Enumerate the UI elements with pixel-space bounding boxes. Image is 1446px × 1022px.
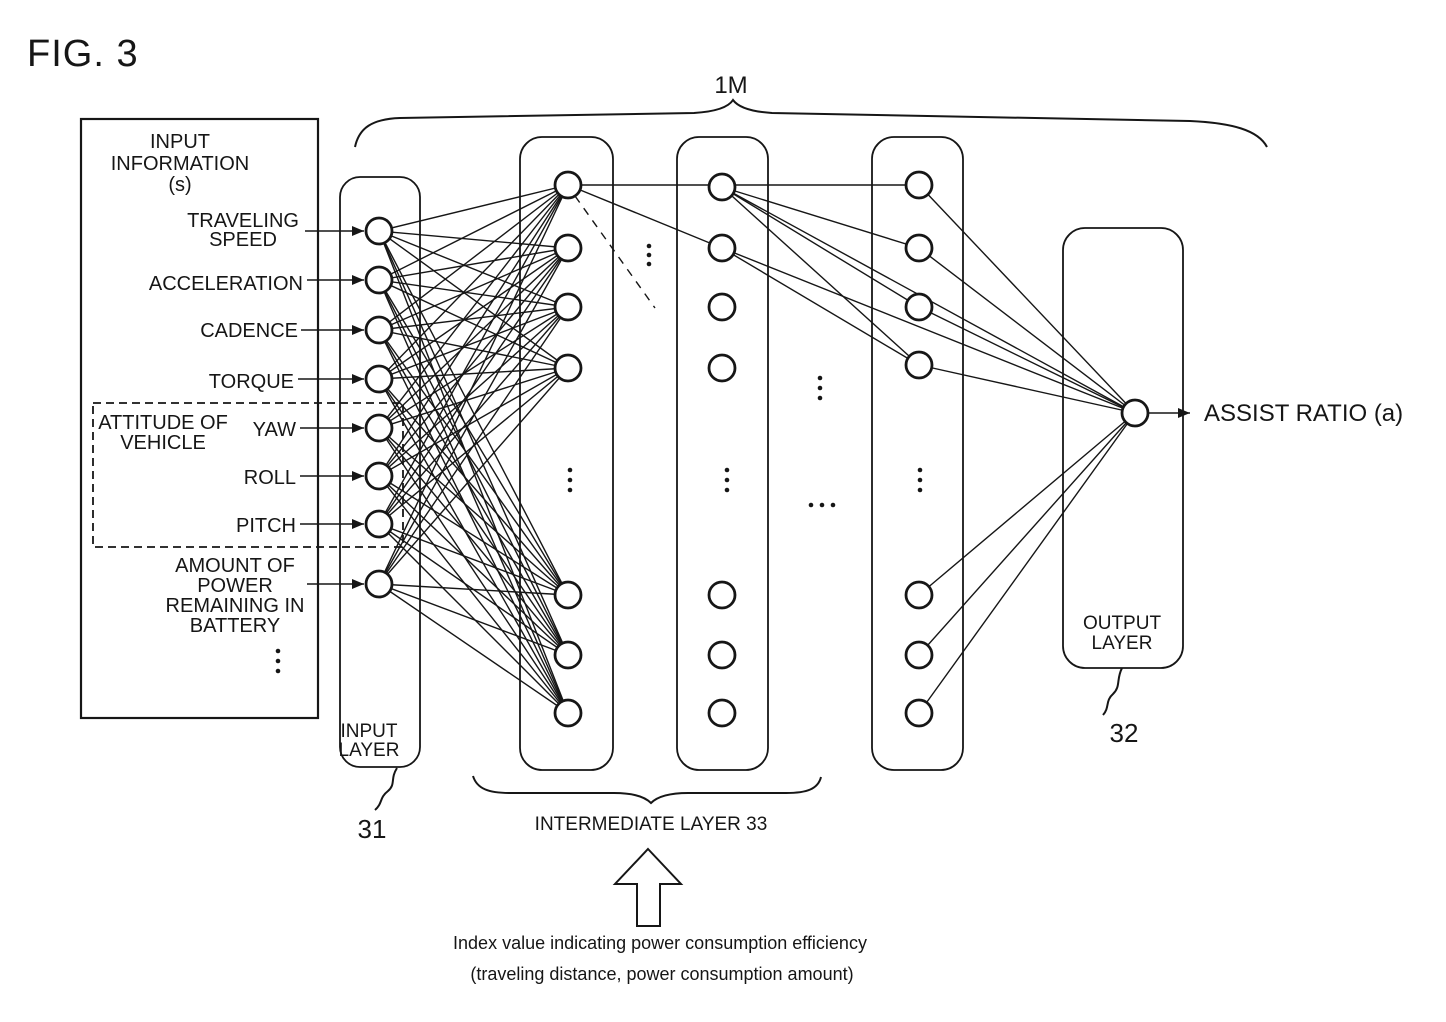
label-acceleration: ACCELERATION [148,273,303,295]
input-layer-name-line1: INPUT [340,721,398,742]
connection-line [919,185,1135,413]
connection-line [722,187,919,248]
network-nodes [366,172,1148,726]
hidden2-node [709,174,735,200]
ellipsis-hidden2 [725,468,730,493]
output-layer-box [1063,228,1183,668]
ref-31-leader [375,768,397,810]
hidden3-node [906,294,932,320]
ellipsis-below-battery [276,649,281,674]
connection-line [379,185,568,476]
hidden3-node [906,172,932,198]
output-layer-name-line1: OUTPUT [1082,613,1162,634]
model-1m-brace [355,100,1267,147]
ref-32-leader [1103,668,1122,715]
connection-line-dashed [575,196,655,308]
label-roll: ROLL [243,467,296,489]
label-cadence: CADENCE [200,320,298,342]
hidden3-node [906,642,932,668]
connection-line [919,307,1135,413]
connection-line [568,185,722,248]
input-node [366,366,392,392]
hidden-layer-2-box [677,137,768,770]
hidden-layer-1-box [520,137,613,770]
label-yaw: YAW [252,419,296,441]
label-attitude-line2: VEHICLE [120,432,206,454]
connection-line [379,379,568,595]
input-info-title-line2: INFORMATION [110,153,250,175]
connection-line [722,248,1135,413]
label-pitch: PITCH [236,515,296,537]
connection-line [379,476,568,655]
output-node [1122,400,1148,426]
up-block-arrow-icon [615,849,681,926]
bottom-note-line1: Index value indicating power consumption efficiency [453,933,867,953]
connection-line [379,379,568,655]
input-info-title-line1: INPUT [150,131,210,153]
ellipsis-between-2-3-vertical [818,376,823,401]
input-node [366,415,392,441]
label-battery-line2: POWER [197,575,273,597]
input-layer-name-line2: LAYER [338,740,400,761]
hidden3-node [906,582,932,608]
hidden1-node [555,700,581,726]
input-node [366,511,392,537]
figure-label: FIG. 3 [27,33,139,75]
hidden1-node [555,235,581,261]
hidden1-node [555,642,581,668]
connection-line [379,231,568,595]
hidden1-node [555,582,581,608]
hidden3-node [906,235,932,261]
hidden2-node [709,582,735,608]
ellipsis-hidden1 [568,468,573,493]
hidden2-node [709,642,735,668]
ellipsis-hidden3 [918,468,923,493]
bottom-note-line2: (traveling distance, power consumption amount) [470,964,854,984]
connection-line [379,248,568,379]
hidden1-node [555,172,581,198]
input-node [366,571,392,597]
input-to-hidden-mesh [379,185,568,713]
connection-line [919,248,1135,413]
connection-line [379,231,568,655]
connection-line [379,185,568,330]
intermediate-layer-brace [473,776,821,803]
output-layer-name-line2: LAYER [1091,633,1153,654]
input-node [366,463,392,489]
hidden3-node [906,352,932,378]
hidden1-node [555,355,581,381]
connection-line [722,187,919,365]
label-attitude-line1: ATTITUDE OF [98,412,228,434]
connection-line [379,185,568,280]
hidden-connections [568,185,1135,713]
label-traveling-speed-line2: SPEED [209,229,277,251]
ellipsis-between-2-3-horizontal [809,503,836,508]
label-torque: TORQUE [208,371,294,393]
label-battery-line1: AMOUNT OF [175,555,295,577]
connection-line [919,413,1135,595]
hidden3-node [906,700,932,726]
label-traveling-speed-line1: TRAVELING [187,210,299,232]
hidden-layer-3-box [872,137,963,770]
input-node [366,317,392,343]
connection-line [379,185,568,231]
connection-line [379,584,568,595]
ref-31: 31 [357,814,387,844]
ref-32: 32 [1109,718,1139,748]
hidden2-node [709,355,735,381]
connection-line [379,330,568,713]
intermediate-layer-label: INTERMEDIATE LAYER 33 [534,814,768,835]
label-battery-line3: REMAINING IN [165,595,305,617]
hidden2-node [709,294,735,320]
input-info-title-line3: (s) [168,174,192,196]
assist-ratio-label: ASSIST RATIO (a) [1204,400,1404,427]
input-arrows [298,231,364,584]
model-1m-label: 1M [714,72,748,99]
input-node [366,218,392,244]
connection-line [379,248,568,584]
connection-line [379,379,568,713]
hidden2-node [709,235,735,261]
connection-line [722,187,919,307]
hidden2-node [709,700,735,726]
input-node [366,267,392,293]
hidden1-node [555,294,581,320]
connection-line [722,248,919,365]
label-battery-line4: BATTERY [189,615,281,637]
ellipsis-between-1-2 [647,244,652,267]
